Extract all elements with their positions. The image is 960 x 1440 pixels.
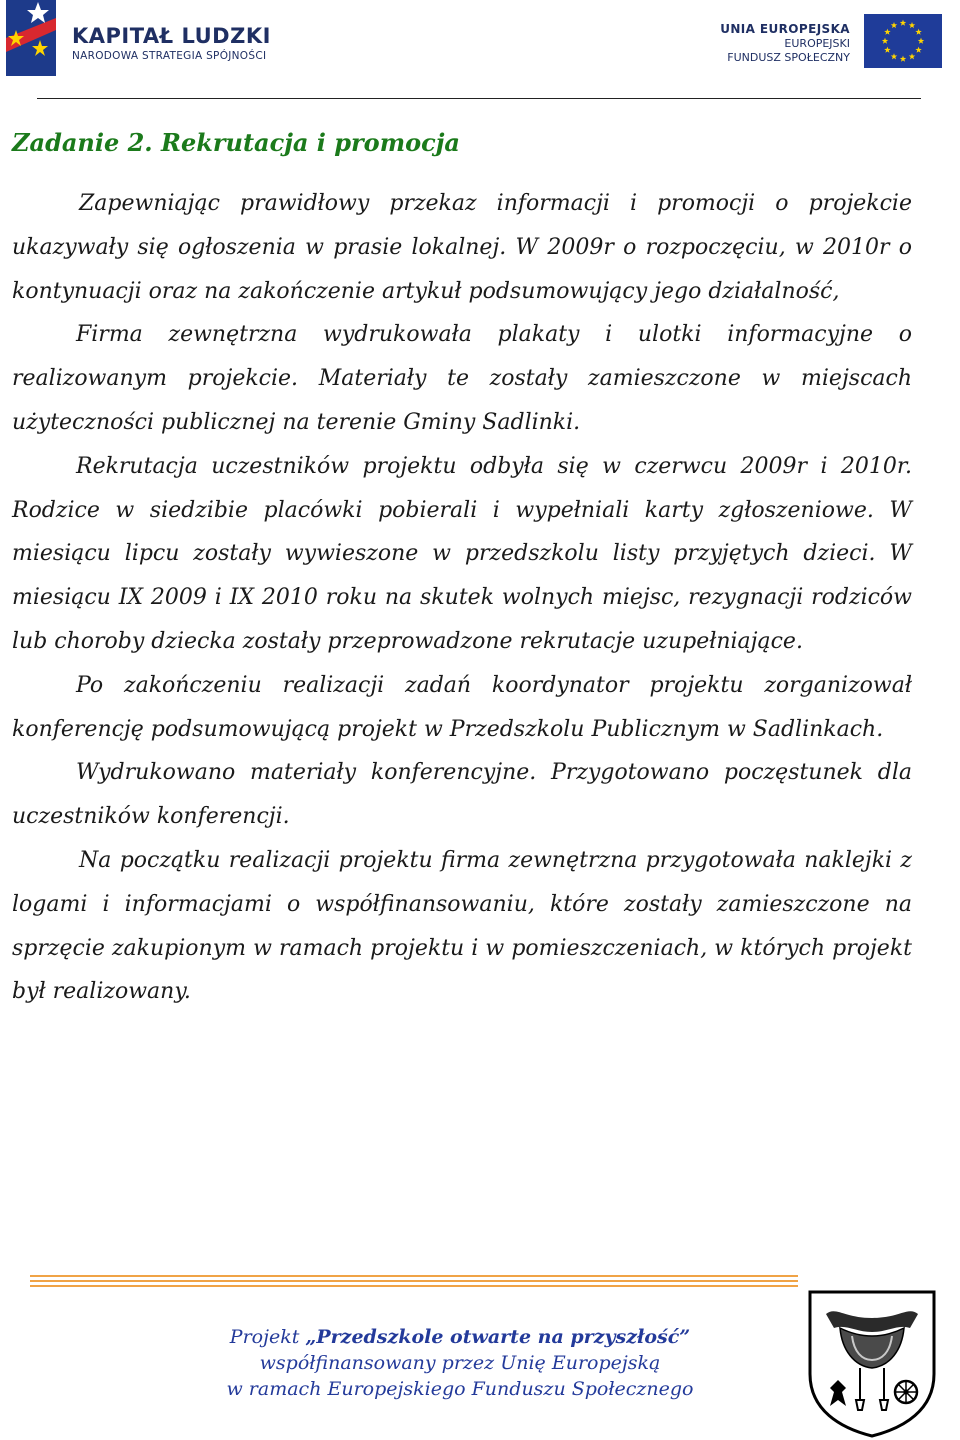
eu-flag-icon: [864, 14, 942, 68]
footer-stripes: [30, 1275, 798, 1290]
eu-label: [720, 22, 850, 65]
kapital-ludzki-subtitle: NARODOWA STRATEGIA SPÓJNOŚCI: [72, 50, 267, 62]
footer-project-name: „Przedszkole otwarte na przyszłość”: [305, 1326, 691, 1348]
kapital-ludzki-title: KAPITAŁ LUDZKI: [72, 24, 271, 48]
paragraph-promotion: Zapewniając prawidłowy przekaz informacji i promocji o projekcie ukazywały się ogłoszenia w prasie lokalnej. W 2009r o rozpoczęciu, w 2010r o kontynuacji oraz na zakończenie artykuł podsumowujący jego działalność,: [12, 191, 912, 304]
eu-line-2: EUROPEJSKI: [784, 37, 850, 50]
header-divider: [37, 98, 921, 99]
footer-line-3: w ramach Europejskiego Funduszu Społecznego: [226, 1378, 694, 1400]
footer-line-1: [140, 1324, 780, 1350]
footer-project-info: [140, 1324, 780, 1402]
paragraph-printed-materials: Firma zewnętrzna wydrukowała plakaty i ulotki informacyjne o realizowanym projekcie. Materiały te zostały zamieszczone w miejscach użyteczności publicznej na terenie Gminy Sadlinki.: [12, 322, 912, 435]
sadlinki-coat-of-arms-icon: [806, 1288, 938, 1438]
paragraph-conference: Po zakończeniu realizacji zadań koordynator projektu zorganizował konferencję podsumowującą projekt w Przedszkolu Publicznym w Sadlinkach.: [12, 672, 912, 742]
eu-line-3: FUNDUSZ SPOŁECZNY: [727, 51, 850, 64]
section-title: Zadanie 2. Rekrutacja i promocja: [12, 128, 460, 157]
paragraph-recruitment: Rekrutacja uczestników projektu odbyła się w czerwcu 2009r i 2010r. Rodzice w siedzibie placówki pobierali i wypełniali karty zgłoszeniowe. W miesiącu lipcu zostały wywieszone w przedszkolu listy przyjętych dzieci. W miesiącu IX 2009 i IX 2010 roku na skutek wolnych miejsc, rezygnacji rodziców lub choroby dziecka zostały przeprowadzone rekrutacje uzupełniające.: [12, 453, 912, 654]
eu-line-1: UNIA EUROPEJSKA: [720, 22, 850, 36]
paragraph-stickers: Na początku realizacji projektu firma zewnętrzna przygotowała naklejki z logami i informacjami o współfinansowaniu, które zostały zamieszczone na sprzęcie zakupionym w ramach projektu i w pomieszczeniach, w których projekt był realizowany.: [12, 847, 912, 1005]
document-body: [12, 124, 912, 1014]
footer-project-prefix: Projekt: [229, 1326, 306, 1348]
footer-line-2: współfinansowany przez Unię Europejską: [259, 1352, 661, 1374]
paragraph-conference-materials: Wydrukowano materiały konferencyjne. Przygotowano poczęstunek dla uczestników konferencji.: [12, 760, 912, 830]
page-header: [0, 0, 960, 100]
kapital-ludzki-logo: [4, 0, 64, 78]
